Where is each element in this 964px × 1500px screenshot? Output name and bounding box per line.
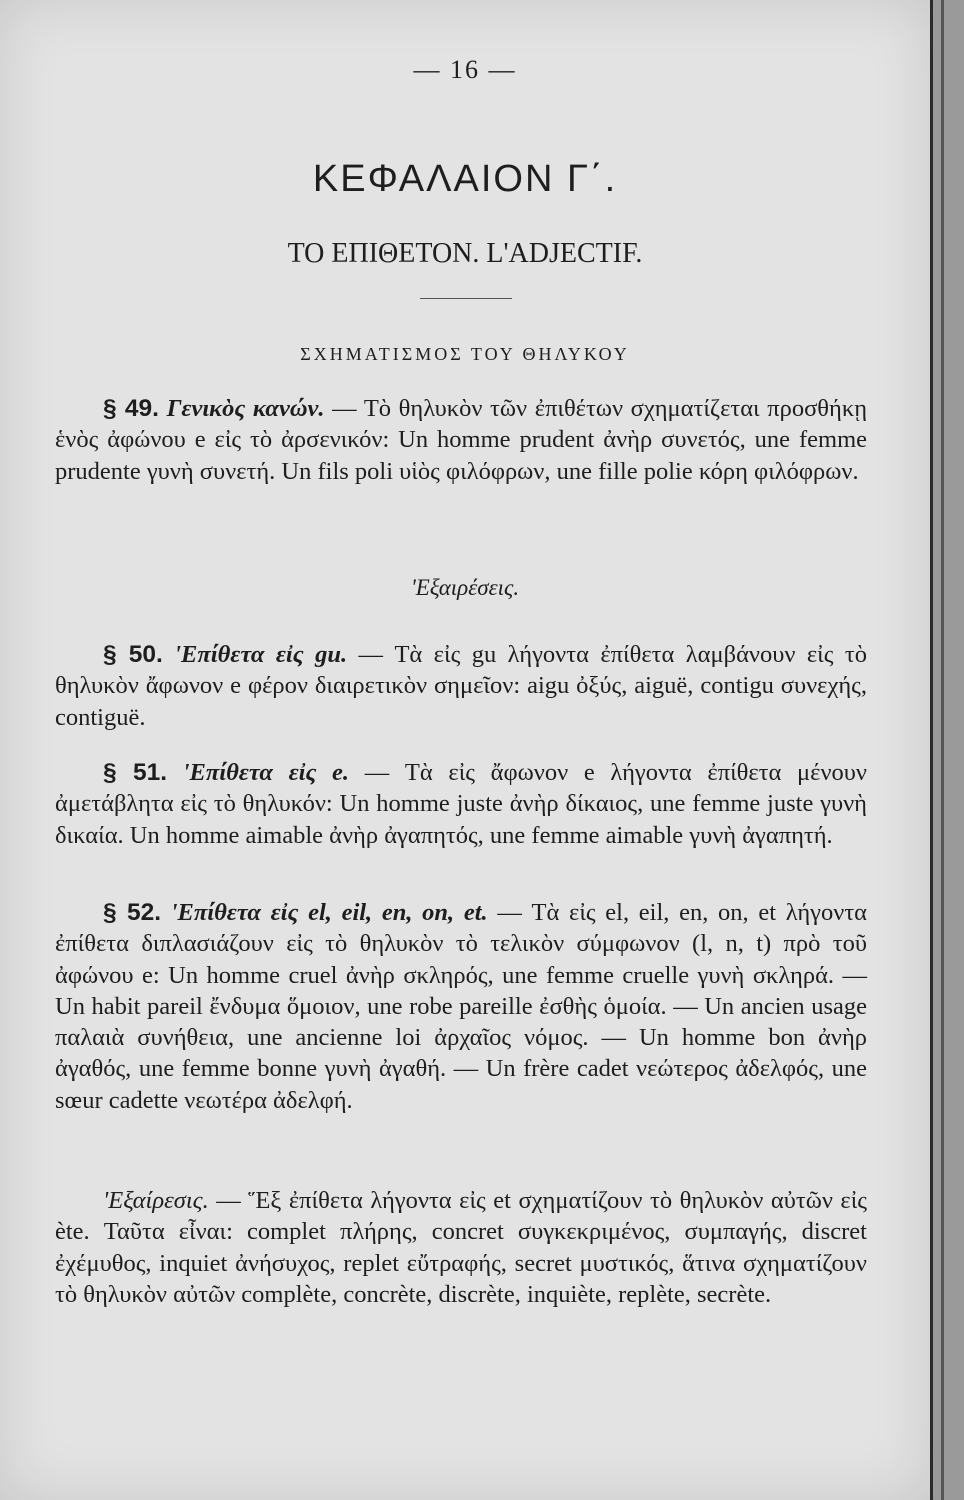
paragraph-text: — Τὰ εἰς el, eil, en, on, et λήγοντα ἐπίθετα διπλασιάζουν εἰς τὸ θηλυκὸν τὸ τελικὸν σύμφωνον (l, n, t) πρὸ τοῦ ἀφώνου e: Un homme cruel ἀνὴρ σκληρός, une femme cruelle γυνὴ σκληρά. — Un habit pareil ἔνδυμα ὅμοιον, une robe pareille ἐσθὴς ὁμοία. — Un ancien usage παλαιὰ συνήθεια, une ancienne loi ἀρχαῖος νόμος. — Un homme bon ἀνὴρ ἀγαθός, une femme bonne γυνὴ ἀγαθή. — Un frère cadet νεώτερος ἀδελφός, une sœur cadette νεωτέρα ἀδελφή. (55, 899, 868, 1114)
exceptions-subheading: 'Εξαιρέσεις. (410, 575, 520, 600)
paragraph-text: — Τὸ θηλυκὸν τῶν ἐπιθέτων σχηματίζεται προσθήκῃ ἑνὸς ἀφώνου e εἰς τὸ ἀρσενικόν: Un homme prudent ἀνὴρ συνετός, une femme prudente γυνὴ συνετή. Un fils poli υἱὸς φιλόφρων, une fille polie κόρη φιλόφρων. (55, 395, 868, 485)
paragraph-text: — Ἕξ ἐπίθετα λήγοντα εἰς et σχηματίζουν τὸ θηλυκὸν αὐτῶν εἰς ète. Ταῦτα εἶναι: complet πλήρης, concret συγκεκριμένος, συμπαγής, discret ἐχέμυθος, inquiet ἀνήσυχος, replet εὔτραφής, secret μυστικός, ἅτινα σχηματίζουν τὸ θηλυκὸν αὐτῶν complète, concrète, discrète, inquiète, replète, secrète. (55, 1187, 868, 1308)
paragraph-exception (55, 1185, 867, 1310)
paragraph-51 (55, 757, 867, 851)
paragraph-number: § 52. (103, 899, 162, 926)
chapter-title: ΚΕΦΑΛΑΙΟΝ Γ΄. (312, 158, 618, 200)
paragraph-heading: 'Επίθετα εἰς gu. (174, 641, 348, 668)
paragraph-number: § 50. (103, 641, 163, 668)
page-number: — 16 — (413, 55, 517, 84)
paragraph-50 (55, 639, 867, 733)
divider-rule (420, 298, 512, 299)
paragraph-52 (55, 897, 867, 1116)
paragraph-number: § 49. (103, 395, 159, 422)
paragraph-heading: Γενικὸς κανών. (166, 395, 325, 422)
paragraph-text: — Τὰ εἰς ἄφωνον e λήγοντα ἐπίθετα μένουν ἀμετάβλητα εἰς τὸ θηλυκόν: Un homme juste ἀνὴρ δίκαιος, une femme juste γυνὴ δικαία. Un homme aimable ἀνὴρ ἀγαπητός, une femme aimable γυνὴ ἀγαπητή. (55, 759, 867, 849)
section-title: ΣΧΗΜΑΤΙΣΜΟΣ ΤΟΥ ΘΗΛΥΚΟΥ (300, 344, 630, 364)
paragraph-heading: 'Επίθετα εἰς e. (182, 759, 350, 786)
paragraph-heading: 'Επίθετα εἰς el, eil, en, on, et. (170, 899, 488, 926)
paragraph-49 (55, 393, 867, 487)
paragraph-number: § 51. (103, 759, 168, 786)
paragraph-heading: 'Εξαίρεσις. (103, 1187, 209, 1214)
adjacent-page-edge (930, 0, 964, 1500)
paragraph-text: — Τὰ εἰς gu λήγοντα ἐπίθετα λαμβάνουν εἰς τὸ θηλυκὸν ἄφωνον e φέρον διαιρετικὸν σημεῖον: aigu ὀξύς, aiguë, contigu συνεχής, contiguë. (55, 641, 868, 731)
chapter-subtitle: ΤΟ ΕΠΙΘΕΤΟΝ. L'ADJECTIF. (287, 238, 643, 269)
